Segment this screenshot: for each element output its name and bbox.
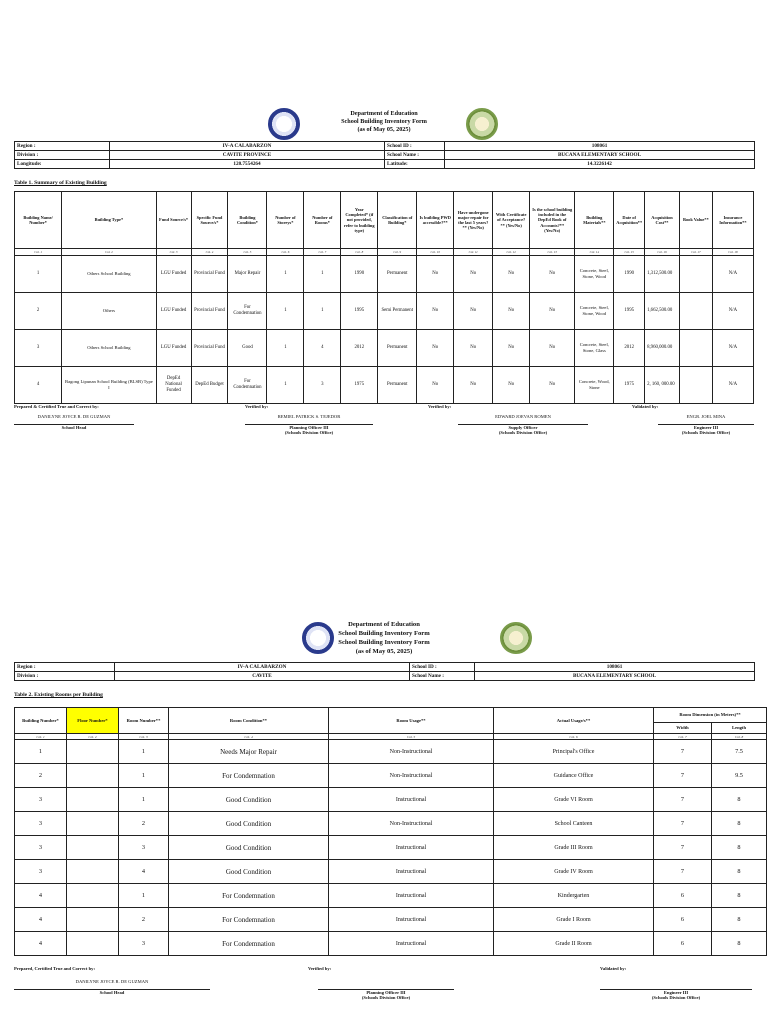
- t1-header-col-11: Have undergone major repair for the last 5 years?** (Yes/No): [454, 192, 493, 249]
- t1-building-row: [15, 367, 754, 404]
- t1-cell: Others School Building: [62, 330, 156, 367]
- t1-cell: 2: [15, 293, 62, 330]
- t2-cell: Needs Major Repair: [169, 740, 329, 764]
- t2-cell: [67, 812, 119, 836]
- t1-cell: No: [493, 293, 530, 330]
- t2-cell: Non-Instructional: [329, 740, 494, 764]
- t2-cell: 2: [119, 908, 169, 932]
- t1-building-row: [15, 256, 754, 293]
- t2-colnum: Col. 2: [67, 734, 119, 740]
- t2-cell: Instructional: [329, 788, 494, 812]
- t2-cell: 3: [15, 812, 67, 836]
- t1-cell: 1,662,500.00: [645, 293, 680, 330]
- form2-dept: Department of Education: [348, 621, 420, 628]
- form1-header: [0, 110, 768, 134]
- t1-cell: 2, 160, 000.00: [645, 367, 680, 404]
- latitude-label: Latitude:: [385, 160, 445, 169]
- region-value: IV-A CALABARZON: [110, 142, 385, 151]
- t1-cell: Others: [62, 293, 156, 330]
- table2-caption: Table 2. Existing Rooms per Building: [14, 692, 103, 698]
- t2-colnum: Col. 7: [654, 734, 712, 740]
- form2-prepared-label: Prepared, Certified True and Correct by:: [14, 966, 95, 971]
- t1-colnum: Col. 17: [679, 249, 712, 256]
- t2-cell: 8: [712, 908, 767, 932]
- t1-cell: 1: [15, 256, 62, 293]
- t2-cell: 4: [15, 884, 67, 908]
- t1-header-col-16: Acquisition Cost**: [645, 192, 680, 249]
- t1-header-col-7: Number of Rooms*: [304, 192, 341, 249]
- col-room-number: Room Number**: [119, 708, 169, 734]
- t1-cell: No: [530, 367, 575, 404]
- form1-verified2-label: Verified by:: [428, 404, 452, 409]
- t2-cell: 3: [15, 860, 67, 884]
- t1-cell: LGU Funded: [156, 293, 191, 330]
- t2-cell: For Condemnation: [169, 932, 329, 956]
- t2-cell: 4: [15, 908, 67, 932]
- form2-verified-label: Verified by:: [308, 966, 332, 971]
- t2-cell: Non-Instructional: [329, 812, 494, 836]
- school-name-value: BUCANA ELEMENTARY SCHOOL: [445, 151, 755, 160]
- t2-cell: Non-Instructional: [329, 764, 494, 788]
- t2-cell: Good Condition: [169, 836, 329, 860]
- t1-header-col-18: Insurance Information**: [712, 192, 753, 249]
- t1-colnum: Col. 16: [645, 249, 680, 256]
- t1-colnum: Col. 12: [493, 249, 530, 256]
- form2-division-value: CAVITE: [115, 672, 410, 681]
- t2-cell: 3: [15, 788, 67, 812]
- t1-colnum: Col. 18: [712, 249, 753, 256]
- t1-cell: No: [454, 293, 493, 330]
- form2-validated-title: [600, 989, 752, 1000]
- form2-verified-title2: (Schools Division Office): [361, 995, 411, 1000]
- form1-verified2-title2: (Schools Division Office): [498, 430, 548, 435]
- t2-colnum: Col. 5: [329, 734, 494, 740]
- form1-validated-title2: (Schools Division Office): [681, 430, 731, 435]
- t1-cell: Permanent: [378, 256, 417, 293]
- t2-cell: 8: [712, 884, 767, 908]
- t2-cell: [67, 932, 119, 956]
- t2-cell: 8: [712, 932, 767, 956]
- form1-validated-title: [658, 424, 754, 435]
- form1-dept: Department of Education: [350, 110, 418, 117]
- t1-cell: N/A: [712, 293, 753, 330]
- t2-colnum: Col. 3: [119, 734, 169, 740]
- t1-cell: 3: [304, 367, 341, 404]
- t1-building-row: [15, 330, 754, 367]
- t1-cell: 1990: [614, 256, 645, 293]
- t2-cell: [67, 884, 119, 908]
- form1-prepared-label: Prepared & Certified True and Correct by:: [14, 404, 99, 409]
- t1-cell: 1975: [341, 367, 378, 404]
- t1-header-col-9: Classification of Building*: [378, 192, 417, 249]
- col-actual-usage: Actual Usage/s**: [494, 708, 654, 734]
- t1-header-col-2: Building Type*: [62, 192, 156, 249]
- t1-colnum: Col. 8: [341, 249, 378, 256]
- form1-validated-name: ENGR. JOEL MINA: [686, 414, 726, 419]
- rooms-per-building-table: [14, 707, 767, 956]
- t1-colnum: Col. 6: [267, 249, 304, 256]
- t1-cell: No: [417, 293, 454, 330]
- t1-cell: No: [417, 330, 454, 367]
- t2-cell: 7: [654, 788, 712, 812]
- t1-cell: No: [454, 330, 493, 367]
- form1-prepared-title: School Head: [14, 424, 134, 430]
- t2-room-row: [15, 788, 767, 812]
- t1-header-col-4: Specific Fund Source/s*: [191, 192, 228, 249]
- t2-cell: 1: [119, 764, 169, 788]
- t1-cell: Concrete, Steel, Stone, Glass: [575, 330, 614, 367]
- t1-colnum-row: [15, 249, 754, 256]
- t1-cell: No: [454, 367, 493, 404]
- t1-cell: Concrete, Steel, Stone, Wood: [575, 256, 614, 293]
- t1-cell: No: [417, 367, 454, 404]
- form1-verified1-title1: Planning Officer III: [289, 425, 329, 430]
- t1-cell: Concrete, Wood, Stone: [575, 367, 614, 404]
- t1-cell: DepEd Budget: [191, 367, 228, 404]
- t1-colnum: Col. 11: [454, 249, 493, 256]
- t1-header-col-10: Is building PWD accessible?**: [417, 192, 454, 249]
- t2-cell: 6: [654, 908, 712, 932]
- t1-cell: 1: [304, 256, 341, 293]
- t2-cell: 7: [654, 836, 712, 860]
- t2-cell: 3: [15, 836, 67, 860]
- t1-cell: 3: [15, 330, 62, 367]
- t2-cell: 1: [119, 740, 169, 764]
- t1-cell: For Condemnation: [228, 293, 267, 330]
- table1-caption: Table 1. Summary of Existing Building: [14, 180, 107, 186]
- col-room-usage: Room Usage**: [329, 708, 494, 734]
- t1-header-col-5: Building Condition*: [228, 192, 267, 249]
- form2-school-name-label: School Name :: [410, 672, 475, 681]
- division-value: CAVITE PROVINCE: [110, 151, 385, 160]
- region-label: Region :: [15, 142, 110, 151]
- t1-cell: Provincial Fund: [191, 293, 228, 330]
- t2-cell: 3: [119, 836, 169, 860]
- t1-colnum: Col. 3: [156, 249, 191, 256]
- form2-region-label: Region :: [15, 663, 115, 672]
- t2-room-row: [15, 836, 767, 860]
- t1-cell: 4: [15, 367, 62, 404]
- t1-cell: N/A: [712, 367, 753, 404]
- t1-cell: LGU Funded: [156, 330, 191, 367]
- form2-info-table: [14, 662, 755, 681]
- t2-colnum: Col. 4: [169, 734, 329, 740]
- t2-cell: Instructional: [329, 884, 494, 908]
- form1-title: School Building Inventory Form: [341, 118, 427, 125]
- t1-cell: 1,312,500.00: [645, 256, 680, 293]
- t2-cell: 3: [119, 932, 169, 956]
- t1-cell: 1: [304, 293, 341, 330]
- t2-cell: 4: [119, 860, 169, 884]
- t1-cell: 1990: [341, 256, 378, 293]
- form2-validated-title2: (Schools Division Office): [651, 995, 701, 1000]
- t2-cell: [67, 788, 119, 812]
- t2-cell: 6: [654, 884, 712, 908]
- t2-cell: Grade III Room: [494, 836, 654, 860]
- t2-cell: 8: [712, 788, 767, 812]
- t2-cell: Instructional: [329, 836, 494, 860]
- t1-cell: No: [530, 293, 575, 330]
- form1-verified1-label: Verified by:: [245, 404, 269, 409]
- t2-cell: [67, 836, 119, 860]
- t2-room-row: [15, 932, 767, 956]
- col-floor-number: Floor Number*: [67, 708, 119, 734]
- t1-cell: 1: [267, 330, 304, 367]
- form1-verified1-title2: (Schools Division Office): [284, 430, 334, 435]
- t1-cell: No: [493, 256, 530, 293]
- t1-colnum: Col. 5: [228, 249, 267, 256]
- t2-room-row: [15, 884, 767, 908]
- form2-prepared-title: School Head: [14, 989, 210, 995]
- form2-school-name-value: BUCANA ELEMENTARY SCHOOL: [475, 672, 755, 681]
- t2-cell: 8: [712, 812, 767, 836]
- t2-cell: For Condemnation: [169, 764, 329, 788]
- form2-school-id-label: School ID :: [410, 663, 475, 672]
- t1-cell: 4: [304, 330, 341, 367]
- t1-cell: No: [493, 367, 530, 404]
- t1-colnum: Col. 2: [62, 249, 156, 256]
- form1-prepared-name: DANILYNE JOYCE R. DE GUZMAN: [37, 414, 111, 419]
- form2-title-overlap: School Building Inventory Form: [338, 639, 430, 646]
- t2-cell: 7: [654, 860, 712, 884]
- t1-colnum: Col. 7: [304, 249, 341, 256]
- form1-asof: (as of May 05, 2025): [357, 126, 411, 133]
- t1-cell: No: [493, 330, 530, 367]
- t1-cell: 2012: [341, 330, 378, 367]
- t2-cell: [67, 740, 119, 764]
- t2-colnum: Col. 8: [712, 734, 767, 740]
- t1-cell: 2012: [614, 330, 645, 367]
- t1-cell: [679, 256, 712, 293]
- col-length: Length: [712, 723, 767, 734]
- t1-cell: DepEd National Funded: [156, 367, 191, 404]
- t1-cell: No: [417, 256, 454, 293]
- t1-cell: 1975: [614, 367, 645, 404]
- t1-cell: 1995: [614, 293, 645, 330]
- t2-cell: 2: [15, 764, 67, 788]
- t1-header-col-3: Fund Source/s*: [156, 192, 191, 249]
- t2-cell: Instructional: [329, 908, 494, 932]
- t2-colnum: Col. 1: [15, 734, 67, 740]
- form1-info-table: [14, 141, 755, 169]
- t1-colnum: Col. 10: [417, 249, 454, 256]
- col-building-number: Building Number*: [15, 708, 67, 734]
- t2-cell: Kindergarten: [494, 884, 654, 908]
- t2-cell: 8: [712, 836, 767, 860]
- t2-room-row: [15, 908, 767, 932]
- t2-cell: Principal's Office: [494, 740, 654, 764]
- t1-cell: LGU Funded: [156, 256, 191, 293]
- t2-cell: Grade II Room: [494, 932, 654, 956]
- t2-cell: 8: [712, 860, 767, 884]
- form2-title: School Building Inventory Form: [338, 630, 430, 637]
- longitude-label: Longitude:: [15, 160, 110, 169]
- t1-cell: Permanent: [378, 367, 417, 404]
- col-room-dimension: Room Dimension (in Meters)**: [654, 708, 767, 723]
- t2-cell: Grade VI Room: [494, 788, 654, 812]
- t2-cell: [67, 860, 119, 884]
- t1-colnum: Col. 15: [614, 249, 645, 256]
- t2-room-row: [15, 860, 767, 884]
- t1-cell: No: [454, 256, 493, 293]
- longitude-value: 120.7554264: [110, 160, 385, 169]
- t2-cell: School Canteen: [494, 812, 654, 836]
- t1-header-col-12: With Certificate of Acceptance?** (Yes/No): [493, 192, 530, 249]
- t1-cell: Semi Permanent: [378, 293, 417, 330]
- form2-validated-label: Validated by:: [600, 966, 627, 971]
- t1-cell: N/A: [712, 256, 753, 293]
- latitude-value: 14.3226142: [445, 160, 755, 169]
- form2-verified-title1: Planning Officer III: [366, 990, 406, 995]
- t1-cell: Bagong Lipunan School Building (BLSB) Type I: [62, 367, 156, 404]
- t2-cell: Guidance Office: [494, 764, 654, 788]
- t2-room-row: [15, 812, 767, 836]
- form2-school-id-value: 108061: [475, 663, 755, 672]
- t2-cell: Grade IV Room: [494, 860, 654, 884]
- t1-colnum: Col. 13: [530, 249, 575, 256]
- form2-verified-title: [318, 989, 454, 1000]
- t2-cell: Instructional: [329, 932, 494, 956]
- form2-validated-title1: Engineer III: [663, 990, 689, 995]
- form2-header: [0, 620, 768, 656]
- building-summary-table: [14, 191, 754, 404]
- col-width: Width: [654, 723, 712, 734]
- form2-division-label: Division :: [15, 672, 115, 681]
- form2-asof: (as of May 05, 2025): [355, 648, 413, 655]
- t2-cell: 4: [15, 932, 67, 956]
- t2-cell: 7.5: [712, 740, 767, 764]
- t1-cell: N/A: [712, 330, 753, 367]
- form1-verified1-title: [245, 424, 373, 435]
- t1-cell: No: [530, 330, 575, 367]
- t2-cell: For Condemnation: [169, 908, 329, 932]
- t1-cell: Concrete, Steel, Stone, Wood: [575, 293, 614, 330]
- t2-cell: 1: [119, 788, 169, 812]
- form1-verified2-name: EDWARD JOEVAN ROMEN: [495, 414, 551, 419]
- t1-cell: Provincial Fund: [191, 256, 228, 293]
- t1-header-col-8: Year Completed* (if not provided, refer to building type): [341, 192, 378, 249]
- t1-colnum: Col. 9: [378, 249, 417, 256]
- t1-cell: For Condemnation: [228, 367, 267, 404]
- t2-cell: For Condemnation: [169, 884, 329, 908]
- t2-cell: 6: [654, 932, 712, 956]
- t2-cell: 7: [654, 812, 712, 836]
- t2-cell: Grade I Room: [494, 908, 654, 932]
- t1-header-col-13: Is the school building included in the DepEd Book of Accounts?** (Yes/No): [530, 192, 575, 249]
- t1-cell: 1: [267, 256, 304, 293]
- t1-cell: Good: [228, 330, 267, 367]
- t2-cell: 7: [654, 740, 712, 764]
- t1-header-col-1: Building Name/ Number*: [15, 192, 62, 249]
- t1-cell: [679, 293, 712, 330]
- t1-header-col-14: Building Materials**: [575, 192, 614, 249]
- form1-validated-label: Validated by:: [632, 404, 659, 409]
- form2-prepared-name: DANILYNE JOYCE R. DE GUZMAN: [75, 979, 149, 984]
- t2-cell: 1: [15, 740, 67, 764]
- t1-cell: [679, 367, 712, 404]
- t1-header-col-17: Book Value**: [679, 192, 712, 249]
- t1-cell: 8,960,000.00: [645, 330, 680, 367]
- form2-region-value: IV-A CALABARZON: [115, 663, 410, 672]
- t2-cell: [67, 764, 119, 788]
- t1-header-col-6: Number of Storeys*: [267, 192, 304, 249]
- t2-cell: 1: [119, 884, 169, 908]
- t1-cell: Major Repair: [228, 256, 267, 293]
- t2-cell: 9.5: [712, 764, 767, 788]
- t1-cell: [679, 330, 712, 367]
- school-id-label: School ID :: [385, 142, 445, 151]
- t1-cell: Provincial Fund: [191, 330, 228, 367]
- col-room-condition: Room Condition**: [169, 708, 329, 734]
- t1-cell: No: [530, 256, 575, 293]
- t2-cell: Instructional: [329, 860, 494, 884]
- t2-room-row: [15, 764, 767, 788]
- school-id-value: 108061: [445, 142, 755, 151]
- school-name-label: School Name :: [385, 151, 445, 160]
- division-label: Division :: [15, 151, 110, 160]
- t1-building-row: [15, 293, 754, 330]
- t1-cell: 1: [267, 367, 304, 404]
- t1-cell: 1: [267, 293, 304, 330]
- t1-colnum: Col. 1: [15, 249, 62, 256]
- t2-cell: 7: [654, 764, 712, 788]
- t1-colnum: Col. 14: [575, 249, 614, 256]
- t2-colnum: Col. 6: [494, 734, 654, 740]
- t1-header-col-15: Date of Acquisition**: [614, 192, 645, 249]
- t2-cell: [67, 908, 119, 932]
- t2-room-row: [15, 740, 767, 764]
- form1-verified2-title: [458, 424, 588, 435]
- form1-verified1-name: REMIEL PATRICK S. TEJEDOR: [277, 414, 341, 419]
- t1-colnum: Col. 4: [191, 249, 228, 256]
- form1-verified2-title1: Supply Officer: [508, 425, 538, 430]
- t2-cell: Good Condition: [169, 788, 329, 812]
- t1-cell: Others School Building: [62, 256, 156, 293]
- t1-cell: 1995: [341, 293, 378, 330]
- t2-cell: Good Condition: [169, 860, 329, 884]
- t1-cell: Permanent: [378, 330, 417, 367]
- form1-validated-title1: Engineer III: [693, 425, 719, 430]
- t2-cell: Good Condition: [169, 812, 329, 836]
- t2-cell: 2: [119, 812, 169, 836]
